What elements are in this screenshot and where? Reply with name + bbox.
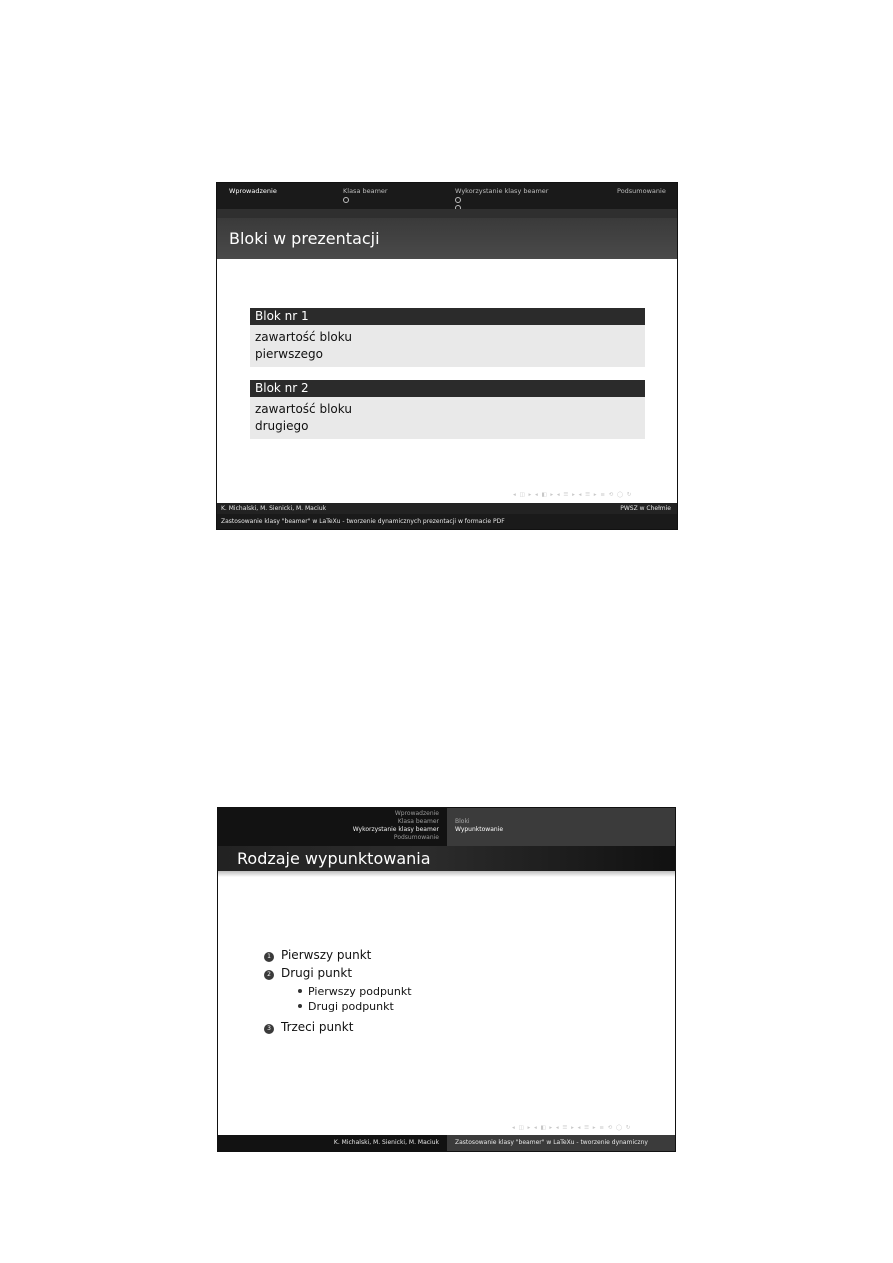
- footer-title-panel: [447, 1135, 676, 1152]
- footer-authors: K. Michalski, M. Sienicki, M. Maciuk: [221, 505, 327, 512]
- block-2-body: [250, 397, 645, 439]
- beamer-navigation-icons[interactable]: ◂ ◫ ▸ ◂ ◧ ▸ ◂ ☰ ▸ ◂ ☰ ▸ ≡ ⟲ ◯ ↻: [512, 1125, 632, 1131]
- subsection-bar: [217, 209, 677, 218]
- enum-number-icon: 1: [264, 952, 274, 962]
- footer-authors-panel: [218, 1135, 447, 1152]
- enum-item-text: Trzeci punkt: [281, 1020, 354, 1034]
- beamer-navigation-icons[interactable]: ◂ ◫ ▸ ◂ ◧ ▸ ◂ ☰ ▸ ◂ ☰ ▸ ≡ ⟲ ◯ ↻: [513, 492, 633, 498]
- frame-title-bar: [218, 846, 675, 871]
- enum-item-text: Drugi punkt: [281, 966, 353, 980]
- frame-title: Rodzaje wypunktowania: [237, 849, 431, 868]
- sub-item-text: Pierwszy podpunkt: [308, 985, 412, 998]
- block-1-body: [250, 325, 645, 367]
- enum-number-icon: 3: [264, 1024, 274, 1034]
- section-navigation-bar: [217, 183, 677, 209]
- nav-section-podsumowanie[interactable]: Podsumowanie: [393, 834, 439, 841]
- title-shadow: [218, 871, 675, 877]
- section-navigation-panel: [218, 808, 447, 846]
- bullet-icon: [298, 1004, 302, 1008]
- sub-item: [298, 985, 412, 998]
- nav-section-wprowadzenie[interactable]: Wprowadzenie: [229, 187, 277, 195]
- block-2-title: Blok nr 2: [250, 380, 645, 397]
- nav-section-klasa-beamer[interactable]: Klasa beamer: [397, 818, 439, 825]
- nav-section-label: Klasa beamer: [343, 187, 388, 195]
- subsection-navigation-panel: [447, 808, 676, 846]
- sub-item-text: Drugi podpunkt: [308, 1000, 394, 1013]
- sub-item: [298, 1000, 394, 1013]
- footer-authors-bar: [217, 503, 677, 514]
- nav-section-label: Wykorzystanie klasy beamer: [455, 187, 549, 195]
- nav-section-wprowadzenie[interactable]: Wprowadzenie: [394, 810, 439, 817]
- enum-item: [264, 1020, 353, 1034]
- footer-institution: PWSZ w Chełmie: [620, 505, 671, 512]
- frame-title: Bloki w prezentacji: [229, 229, 380, 248]
- footer-authors: K. Michalski, M. Sienicki, M. Maciuk: [333, 1139, 439, 1146]
- slide-blocks: [216, 182, 678, 530]
- frame-title-bar: [217, 218, 677, 259]
- block-2-line: drugiego: [255, 419, 309, 433]
- footer-subtitle: Zastosowanie klasy "beamer" w LaTeXu - tworzenie dynamicznych prezentacji w formacie PDF: [221, 518, 505, 525]
- nav-subsection-bloki[interactable]: Bloki: [455, 818, 470, 825]
- footer-title: Zastosowanie klasy "beamer" w LaTeXu - tworzenie dynamiczny: [455, 1139, 648, 1146]
- block-1-line: zawartość bloku: [255, 330, 352, 344]
- enum-item: [264, 966, 352, 980]
- block-1-title: Blok nr 1: [250, 308, 645, 325]
- block-1-line: pierwszego: [255, 347, 323, 361]
- enum-item-text: Pierwszy punkt: [281, 948, 372, 962]
- slide-enumerations: [217, 807, 676, 1152]
- slide-dot-icon[interactable]: [455, 197, 461, 203]
- bullet-icon: [298, 989, 302, 993]
- footer-title-bar: [217, 514, 677, 530]
- nav-section-klasa-beamer[interactable]: [343, 187, 388, 203]
- nav-section-wykorzystanie[interactable]: Wykorzystanie klasy beamer: [352, 826, 439, 833]
- nav-subsection-wypunktowanie[interactable]: Wypunktowanie: [455, 826, 504, 833]
- block-2-line: zawartość bloku: [255, 402, 352, 416]
- enum-number-icon: 2: [264, 970, 274, 980]
- enum-item: [264, 948, 371, 962]
- slide-dot-icon[interactable]: [343, 197, 349, 203]
- nav-section-podsumowanie[interactable]: Podsumowanie: [617, 187, 666, 195]
- nav-section-wykorzystanie[interactable]: [455, 187, 548, 211]
